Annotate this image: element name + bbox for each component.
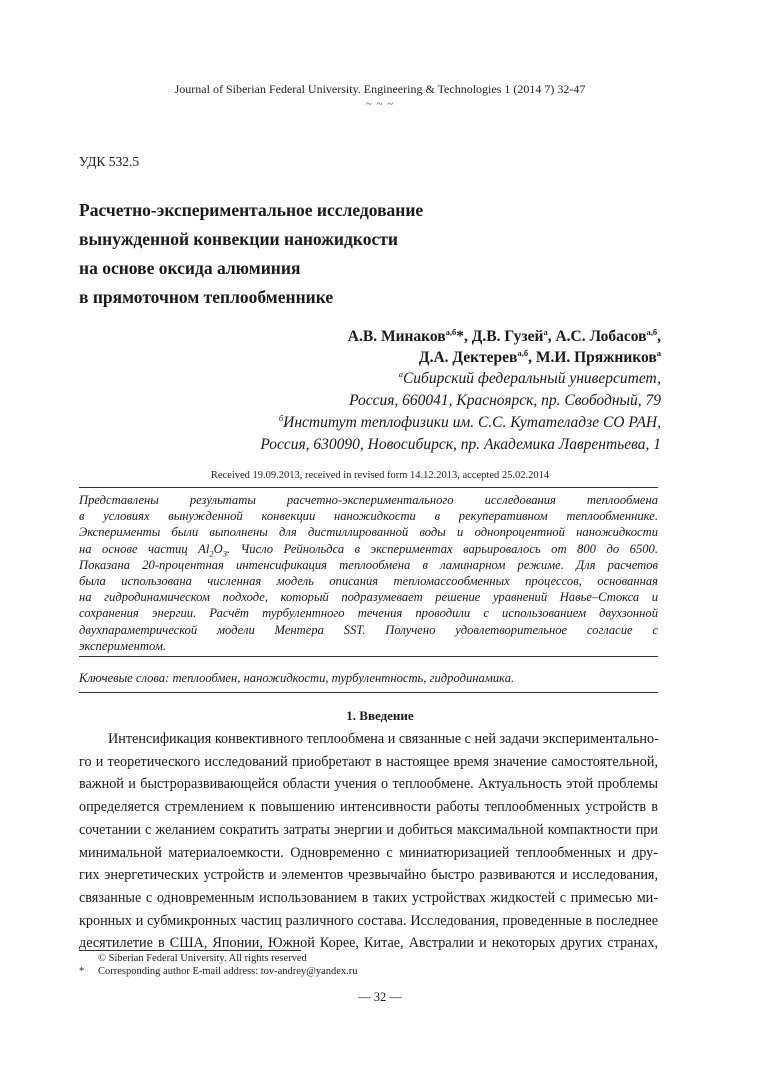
abstract-line: на гидродинамическом подходе, который подразумевает решение уравнений Навье–Стокса и: [79, 590, 658, 605]
title-line: на основе оксида алюминия: [79, 258, 301, 278]
affiliation-text: Сибирский федеральный университет,: [402, 370, 661, 387]
section-heading: 1. Введение: [346, 708, 414, 723]
abstract-text: [79, 492, 658, 654]
article-title: [79, 196, 679, 312]
abstract-line: [79, 541, 658, 557]
abstract-line: двухпараметрической модели Ментера SST. Получено удовлетворительное согласие с: [79, 622, 658, 637]
author-affiliation-mark: а: [543, 326, 548, 337]
keywords: Ключевые слова: теплообмен, наножидкости, турбулентность, гидродинамика.: [79, 671, 515, 685]
body-line: десятилетие в США, Японии, Южной Корее, Китае, Австралии и некоторых других странах,: [79, 935, 658, 952]
author-line: [348, 326, 661, 347]
author-affiliation-mark: а,б: [517, 347, 529, 358]
copyright-footnote: © Siberian Federal University. All rights reserved: [98, 953, 307, 964]
body-line: гих энергетических устройств и элементов чрезвычайно быстро развиваются и исследования,: [79, 867, 658, 884]
corresponding-footnote: Corresponding author E-mail address: tov-andrey@yandex.ru: [98, 966, 358, 977]
affiliation-line: Россия, 630090, Новосибирск, пр. Академика Лаврентьева, 1: [260, 436, 661, 453]
body-line: связанные с одновременным использованием в таких устройствах жидкостей с примесью ми-: [79, 889, 658, 906]
affiliation-line: [260, 412, 661, 434]
author-line: [348, 347, 661, 368]
body-line: Интенсификация конвективного теплообмена и связанные с ней задачи экспериментально-: [108, 731, 659, 747]
author-name: Д.А. Дектерев: [418, 349, 518, 366]
affiliation-mark: а: [398, 368, 403, 379]
abstract-fragment: на основе частиц Al: [79, 541, 210, 556]
author-name: М.И. Пряжников: [535, 349, 657, 366]
author-affiliation-mark: а,б: [646, 326, 658, 337]
author-separator: ,: [464, 328, 472, 345]
affiliation-line: [260, 368, 661, 390]
abstract-fragment: O: [213, 541, 223, 556]
affiliation-mark: б: [278, 412, 284, 423]
title-line: вынужденной конвекции наножидкости: [79, 229, 398, 249]
abstract-box: [79, 487, 658, 657]
body-line: сочетании с желанием сократить затраты энергии и добиться максимальной компактности при: [79, 821, 658, 838]
abstract-line: экспериментом.: [79, 638, 167, 653]
body-text: [79, 728, 658, 955]
abstract-line: была использована численная модель описания тепломассообменных процессов, основанная: [79, 574, 658, 589]
title-line: в прямоточном теплообменнике: [79, 287, 334, 307]
keywords-divider: [79, 692, 658, 693]
journal-header: Journal of Siberian Federal University. Engineering & Technologies 1 (2014 7) 32-47: [174, 82, 586, 96]
abstract-fragment: . Число Рейнольдса в экспериментах варьировалось от 800 до 6500.: [226, 541, 658, 556]
author-name: Д.В. Гузей: [471, 328, 544, 345]
author-affiliation-mark: а,б: [445, 326, 457, 337]
affiliations: [260, 368, 661, 456]
body-line: важной и быстроразвивающейся области учения о теплообмене. Актуальность этой проблемы: [79, 776, 658, 793]
author-affiliation-mark: а: [656, 347, 661, 358]
author-name: А.С. Лобасов: [555, 328, 647, 345]
footnote-divider: [79, 950, 301, 951]
author-separator: ,: [657, 328, 661, 345]
abstract-line: сохранения энергии. Расчёт турбулентного течения проводили с использованием двухзонной: [79, 606, 658, 621]
author-separator: ,: [547, 328, 556, 345]
body-line: кронных и субмикронных частиц различного состава. Исследования, проведенные в последнее: [79, 912, 658, 929]
affiliation-text: Институт теплофизики им. С.С. Кутателадзе СО РАН,: [283, 414, 661, 431]
body-line: определяется стремлением к повышению интенсивности работы теплообменных устройств в: [79, 799, 658, 816]
abstract-line: Показана 20-процентная интенсификация теплообмена в ламинарном режиме. Для расчетов: [79, 557, 658, 572]
corresponding-mark: *: [456, 328, 465, 345]
formula-subscript: 3: [222, 548, 227, 559]
received-dates: Received 19.09.2013, received in revised form 14.12.2013, accepted 25.02.2014: [210, 470, 550, 481]
abstract-line: в условиях вынужденной конвекции наножидкости в рекуперативном теплообменнике.: [79, 509, 658, 524]
author-name: А.В. Минаков: [347, 328, 446, 345]
udk-code: УДК 532.5: [79, 154, 140, 169]
abstract-line: Представлены результаты расчетно-экспериментального исследования теплообмена: [79, 493, 658, 507]
footnote-star: *: [79, 966, 85, 977]
body-line: го и теоретического исследований приобретают в настоящее время значение самостоятельной,: [79, 753, 658, 770]
body-line: минимальной материалоемкости. Одновременно с миниатюризацией теплообменных и дру-: [79, 844, 658, 861]
page-number: — 32 —: [358, 990, 402, 1004]
author-separator: ,: [528, 349, 536, 366]
title-line: Расчетно-экспериментальное исследование: [79, 200, 424, 220]
affiliation-line: Россия, 660041, Красноярск, пр. Свободный, 79: [349, 392, 661, 409]
author-list: [348, 326, 661, 368]
abstract-line: Эксперименты были выполнены для дистиллированной воды и однопроцентной наножидкости: [79, 525, 658, 540]
formula-subscript: 2: [209, 548, 214, 559]
header-ornament: ~ ~ ~: [365, 98, 395, 110]
